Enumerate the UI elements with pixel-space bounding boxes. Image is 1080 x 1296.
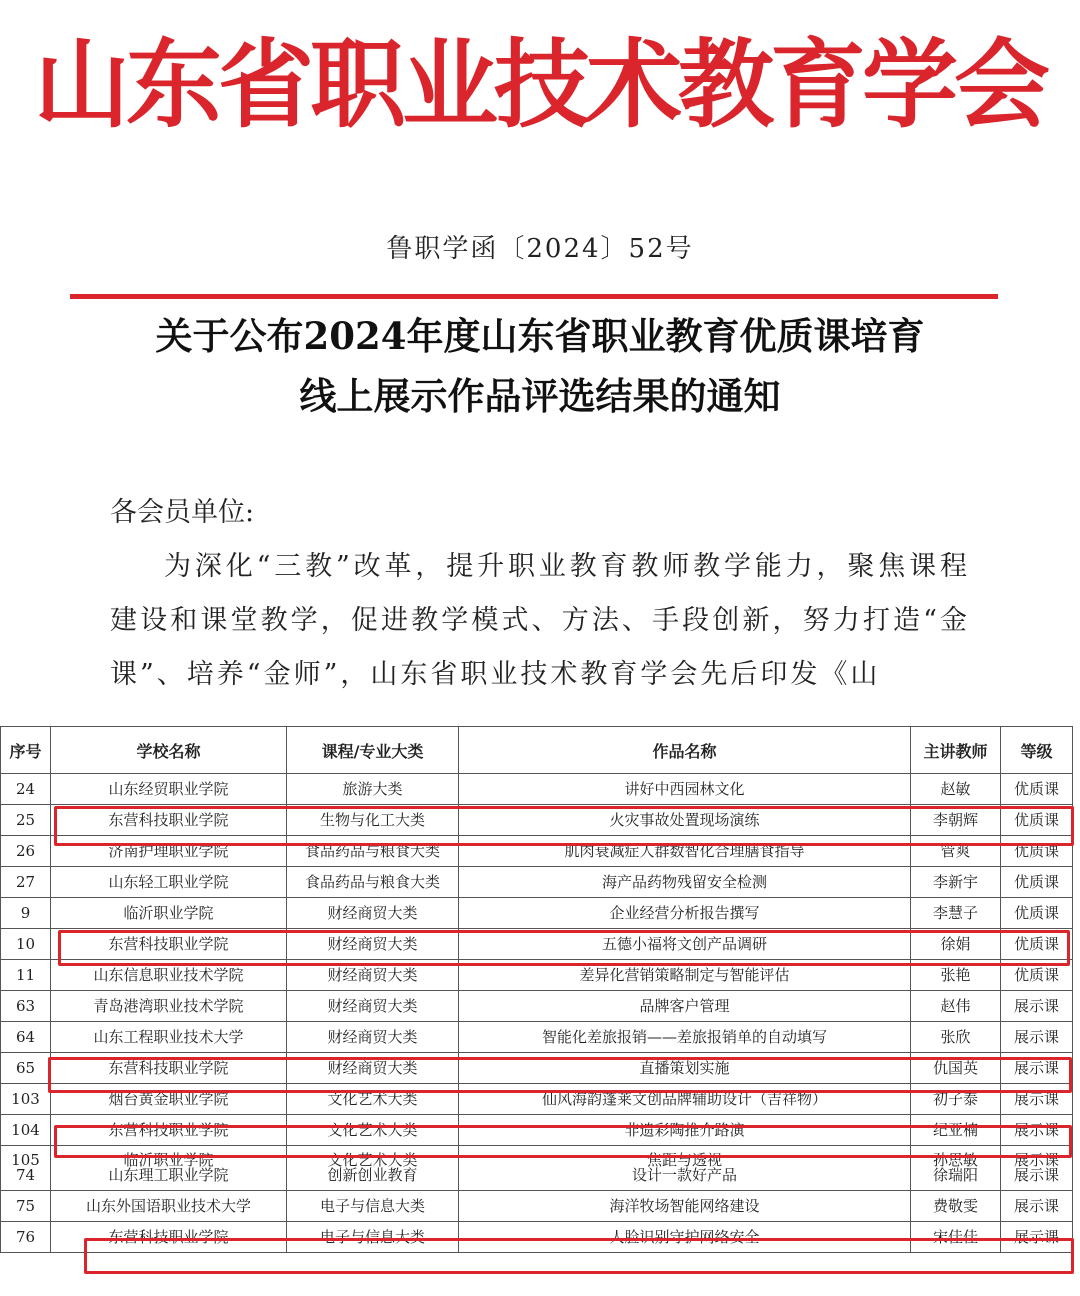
cell-category: 生物与化工大类 [287, 805, 459, 836]
cell-school: 烟台黄金职业学院 [51, 1084, 287, 1115]
cell-category: 文化艺术大类 创新创业教育 [287, 1146, 459, 1191]
table-row [1, 1222, 1073, 1253]
cell-grade: 展示课 [1001, 1222, 1073, 1253]
cell-work-title: 智能化差旅报销——差旅报销单的自动填写 [459, 1022, 911, 1053]
header-teacher: 主讲教师 [911, 727, 1001, 774]
cell-teacher: 孙思敏 徐瑞阳 [911, 1146, 1001, 1191]
cell-category: 电子与信息大类 [287, 1191, 459, 1222]
cell-grade: 展示课 [1001, 1053, 1073, 1084]
letterhead: 山东省职业技术教育学会 [34, 29, 1046, 141]
cell-grade: 展示课 [1001, 1022, 1073, 1053]
document-number: 鲁职学函〔2024〕52号 [386, 234, 694, 264]
cell-grade: 优质课 [1001, 929, 1073, 960]
cell-index: 105 74 [1, 1146, 51, 1191]
cell-work-title: 仙风海韵蓬莱文创品牌辅助设计（吉祥物） [459, 1084, 911, 1115]
cell-school: 山东工程职业技术大学 [51, 1022, 287, 1053]
table-header-row [1, 727, 1073, 774]
table-row-merged [1, 1146, 1073, 1191]
cell-index: 65 [1, 1053, 51, 1084]
cell-teacher: 管爽 [911, 836, 1001, 867]
cell-index: 103 [1, 1084, 51, 1115]
cell-teacher: 纪亚楠 [911, 1115, 1001, 1146]
cell-school: 青岛港湾职业技术学院 [51, 991, 287, 1022]
cell-school: 山东信息职业技术学院 [51, 960, 287, 991]
cell-teacher: 张艳 [911, 960, 1001, 991]
cell-category: 财经商贸大类 [287, 929, 459, 960]
table-row [1, 1053, 1073, 1084]
notice-title-line1: 关于公布2024年度山东省职业教育优质课培育 [155, 314, 925, 358]
cell-work-title: 讲好中西园林文化 [459, 774, 911, 805]
cell-teacher: 费敬雯 [911, 1191, 1001, 1222]
cell-work-title: 海产品药物残留安全检测 [459, 867, 911, 898]
cell-school: 济南护理职业学院 [51, 836, 287, 867]
body-paragraph: 为深化“三教”改革，提升职业教育教师教学能力，聚焦课程建设和课堂教学，促进教学模式、方法、手段创新，努力打造“金课”、培养“金师”，山东省职业技术教育学会先后印发《山 [110, 551, 970, 690]
cell-category: 食品药品与粮食大类 [287, 836, 459, 867]
results-table [0, 726, 1073, 1253]
cell-work-title: 差异化营销策略制定与智能评估 [459, 960, 911, 991]
cell-index: 10 [1, 929, 51, 960]
table-row [1, 1115, 1073, 1146]
table-row [1, 805, 1073, 836]
cell-grade: 优质课 [1001, 960, 1073, 991]
cell-index: 24 [1, 774, 51, 805]
cell-school: 临沂职业学院 [51, 898, 287, 929]
cell-work-title: 品牌客户管理 [459, 991, 911, 1022]
header-school: 学校名称 [51, 727, 287, 774]
cell-teacher: 宋佳佳 [911, 1222, 1001, 1253]
cell-grade: 展示课 [1001, 991, 1073, 1022]
cell-category: 财经商贸大类 [287, 991, 459, 1022]
cell-school: 临沂职业学院 山东理工职业学院 [51, 1146, 287, 1191]
cell-index: 9 [1, 898, 51, 929]
cell-teacher: 初子泰 [911, 1084, 1001, 1115]
cell-grade: 优质课 [1001, 774, 1073, 805]
cell-school: 山东外国语职业技术大学 [51, 1191, 287, 1222]
header-index: 序号 [1, 727, 51, 774]
cell-school: 东营科技职业学院 [51, 1222, 287, 1253]
table-row [1, 898, 1073, 929]
table-row [1, 1084, 1073, 1115]
cell-index: 25 [1, 805, 51, 836]
cell-work-title: 肌肉衰减症人群数智化合理膳食指导 [459, 836, 911, 867]
cell-school: 东营科技职业学院 [51, 1115, 287, 1146]
cell-school: 东营科技职业学院 [51, 1053, 287, 1084]
table-row [1, 991, 1073, 1022]
cell-work-title: 非遗彩陶推介路演 [459, 1115, 911, 1146]
cell-teacher: 李慧子 [911, 898, 1001, 929]
cell-work-title: 五德小福将文创产品调研 [459, 929, 911, 960]
cell-grade: 优质课 [1001, 898, 1073, 929]
cell-index: 76 [1, 1222, 51, 1253]
cell-work-title: 人脸识别守护网络安全 [459, 1222, 911, 1253]
cell-school: 山东轻工职业学院 [51, 867, 287, 898]
cell-grade: 展示课 [1001, 1115, 1073, 1146]
cell-teacher: 仇国英 [911, 1053, 1001, 1084]
table-row [1, 836, 1073, 867]
cell-category: 财经商贸大类 [287, 1022, 459, 1053]
red-divider [70, 294, 998, 299]
cell-teacher: 赵伟 [911, 991, 1001, 1022]
cell-school: 山东经贸职业学院 [51, 774, 287, 805]
cell-teacher: 张欣 [911, 1022, 1001, 1053]
cell-teacher: 李新宇 [911, 867, 1001, 898]
cell-work-title: 企业经营分析报告撰写 [459, 898, 911, 929]
cell-category: 文化艺术大类 [287, 1115, 459, 1146]
header-category: 课程/专业大类 [287, 727, 459, 774]
cell-index: 11 [1, 960, 51, 991]
cell-grade: 优质课 [1001, 867, 1073, 898]
cell-index: 104 [1, 1115, 51, 1146]
table-row [1, 774, 1073, 805]
cell-category: 财经商贸大类 [287, 960, 459, 991]
table-row [1, 1191, 1073, 1222]
cell-grade: 展示课 展示课 [1001, 1146, 1073, 1191]
cell-index: 27 [1, 867, 51, 898]
cell-category: 财经商贸大类 [287, 1053, 459, 1084]
cell-grade: 展示课 [1001, 1084, 1073, 1115]
table-row [1, 1022, 1073, 1053]
header-grade: 等级 [1001, 727, 1073, 774]
table-row [1, 867, 1073, 898]
cell-grade: 展示课 [1001, 1191, 1073, 1222]
cell-work-title: 焦距与透视 设计一款好产品 [459, 1146, 911, 1191]
cell-teacher: 李朝辉 [911, 805, 1001, 836]
cell-category: 旅游大类 [287, 774, 459, 805]
cell-index: 63 [1, 991, 51, 1022]
table-row [1, 929, 1073, 960]
cell-work-title: 直播策划实施 [459, 1053, 911, 1084]
notice-title [40, 306, 1040, 426]
notice-title-line2: 线上展示作品评选结果的通知 [299, 374, 781, 418]
cell-category: 财经商贸大类 [287, 898, 459, 929]
cell-school: 东营科技职业学院 [51, 929, 287, 960]
cell-work-title: 海洋牧场智能网络建设 [459, 1191, 911, 1222]
cell-grade: 优质课 [1001, 805, 1073, 836]
cell-category: 食品药品与粮食大类 [287, 867, 459, 898]
cell-index: 75 [1, 1191, 51, 1222]
cell-category: 文化艺术大类 [287, 1084, 459, 1115]
cell-teacher: 徐娟 [911, 929, 1001, 960]
cell-teacher: 赵敏 [911, 774, 1001, 805]
cell-index: 26 [1, 836, 51, 867]
table-row [1, 960, 1073, 991]
header-work-title: 作品名称 [459, 727, 911, 774]
salutation: 各会员单位: [110, 497, 255, 528]
cell-work-title: 火灾事故处置现场演练 [459, 805, 911, 836]
cell-category: 电子与信息大类 [287, 1222, 459, 1253]
cell-school: 东营科技职业学院 [51, 805, 287, 836]
cell-index: 64 [1, 1022, 51, 1053]
cell-grade: 优质课 [1001, 836, 1073, 867]
